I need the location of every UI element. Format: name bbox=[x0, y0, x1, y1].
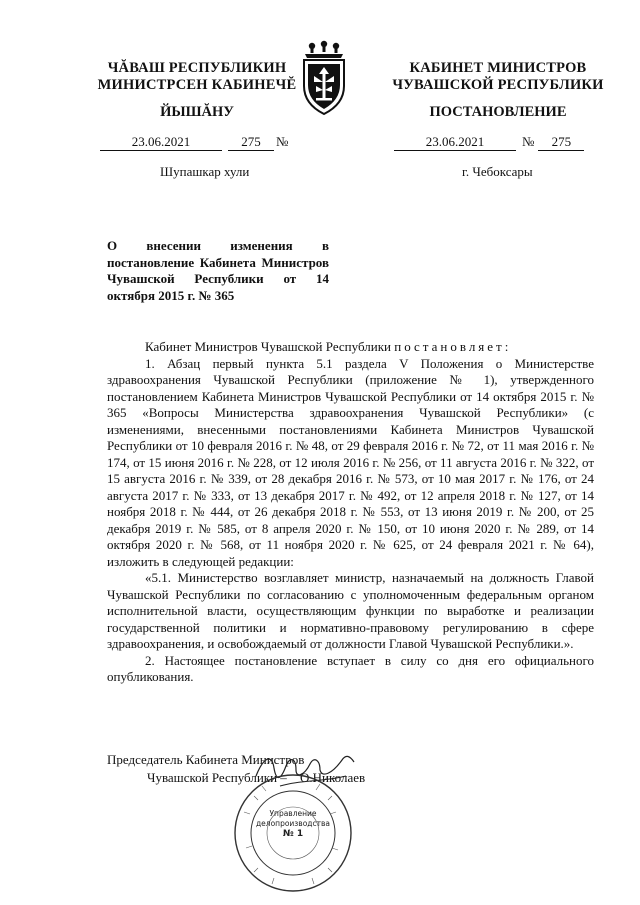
stamp-center-text bbox=[232, 809, 354, 839]
document-body bbox=[107, 339, 594, 686]
paragraph-2: 2. Настоящее постановление вступает в силу со дня его официального опубликования. bbox=[107, 652, 594, 684]
left-date: 23.06.2021 bbox=[100, 134, 222, 151]
header-right-line1: КАБИНЕТ МИНИСТРОВ bbox=[409, 60, 587, 76]
intro-prefix: Кабинет Министров Чувашской Республики bbox=[145, 339, 391, 354]
right-date: 23.06.2021 bbox=[394, 134, 516, 151]
header-left-doctype: ЙЫШĂНУ bbox=[160, 104, 234, 120]
right-date-number-row bbox=[394, 134, 594, 151]
right-place: г. Чебоксары bbox=[462, 164, 533, 179]
header-right-doctype: ПОСТАНОВЛЕНИЕ bbox=[429, 104, 567, 120]
official-stamp bbox=[232, 772, 354, 894]
left-number: 275 bbox=[228, 134, 274, 151]
right-number: 275 bbox=[538, 134, 584, 151]
intro-verb: постановляет: bbox=[394, 339, 512, 354]
paragraph-quote: «5.1. Министерство возглавляет министр, назначаемый на должность Главой Чувашской Республики по согласованию с уполномоченным федеральным органом исполнительной власти, осуществляющим функции по выработке и реализации государственной политики и нормативно-правовому регулированию в сфере здравоохранения, и освобождаемый от должности Главой Чувашской Республики.». bbox=[107, 570, 594, 651]
intro-paragraph bbox=[107, 339, 594, 356]
header-left-line1: ЧĂВАШ РЕСПУБЛИКИН bbox=[107, 60, 287, 76]
left-number-sign: № bbox=[276, 134, 289, 149]
left-place: Шупашкар хули bbox=[160, 164, 250, 179]
emblem-icon bbox=[296, 40, 352, 120]
signature-title-line1: Председатель Кабинета Министров bbox=[107, 752, 305, 767]
right-number-sign: № bbox=[522, 134, 535, 149]
header-left-line2: МИНИСТРСЕН КАБИНЕЧĔ bbox=[97, 77, 297, 93]
header-left-org bbox=[92, 60, 302, 94]
document-subject: О внесении изменения в постановление Кабинета Министров Чувашской Республики от 14 октября 2015 г. № 365 bbox=[107, 238, 329, 303]
stamp-line3: № 1 bbox=[282, 829, 304, 839]
stamp-line1: Управление bbox=[269, 809, 317, 818]
signature-name: О.Николаев bbox=[300, 770, 366, 785]
left-date-number-row bbox=[100, 134, 312, 151]
stamp-line2: делопроизводства bbox=[255, 819, 330, 828]
paragraph-1: 1. Абзац первый пункта 5.1 раздела V Положения о Министерстве здравоохранения Чувашской Республики (приложение № 1), утвержденного постановлением Кабинета Министров Чувашской Республики от 14 октября 2015 г. № 365 «Вопросы Министерства здравоохранения Чувашской Республики» (с изменениями, внесенными постановлениями Кабинета Министров Чувашской Республики от 10 февраля 2016 г. № 48, от 29 февраля 2016 г. № 72, от 11 мая 2016 г. № 174, от 15 июня 2016 г. № 228, от 12 июля 2016 г. № 256, от 11 августа 2016 г. № 322, от 15 августа 2016 г. № 339, от 28 декабря 2016 г. № 573, от 10 мая 2017 г. № 176, от 24 августа 2017 г. № 333, от 13 декабря 2017 г. № 492, от 12 апреля 2018 г. № 127, от 14 ноября 2018 г. № 444, от 26 декабря 2018 г. № 553, от 13 июня 2019 г. № 200, от 25 декабря 2019 г. № 585, от 8 апреля 2020 г. № 150, от 10 июня 2020 г. № 289, от 14 октября 2020 г. № 568, от 11 ноября 2020 г. № 625, от 24 февраля 2021 г. № 64), изложить в следующей редакции: bbox=[107, 355, 594, 569]
header-right-org bbox=[388, 60, 608, 94]
header-right-line2: ЧУВАШСКОЙ РЕСПУБЛИКИ bbox=[392, 77, 604, 93]
signature-title-line2: Чувашской Республики – bbox=[147, 770, 287, 785]
